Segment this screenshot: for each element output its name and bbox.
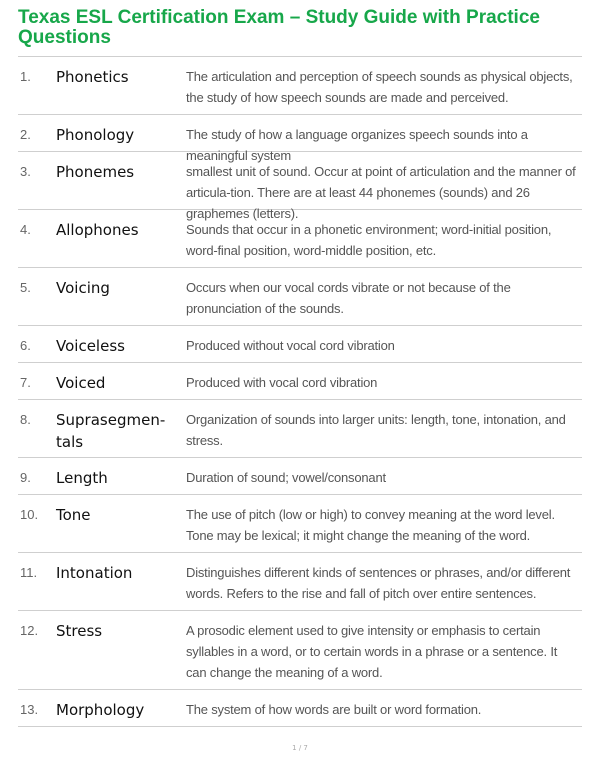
item-term: Tone (56, 506, 91, 524)
list-item (18, 458, 582, 495)
list-item (18, 268, 582, 326)
list-item (18, 611, 582, 690)
term-list (18, 56, 582, 727)
list-item (18, 363, 582, 400)
item-term: Allophones (56, 221, 139, 239)
item-definition: Distinguishes different kinds of sentences or phrases, and/or different words. Refers to the rise and fall of pitch over entire sentences. (186, 565, 571, 601)
item-term: Voicing (56, 279, 110, 297)
item-definition: Duration of sound; vowel/consonant (186, 470, 386, 485)
item-definition: The articulation and perception of speech sounds as physical objects, the study of how speech sounds are made and perceived. (186, 69, 573, 105)
list-item (18, 495, 582, 553)
item-number: 4. (20, 222, 31, 237)
item-definition: Occurs when our vocal cords vibrate or not because of the pronunciation of the sounds. (186, 280, 511, 316)
item-term: Voiceless (56, 337, 125, 355)
item-number: 9. (20, 470, 31, 485)
item-number: 2. (20, 127, 31, 142)
item-number: 12. (20, 623, 39, 638)
item-number: 1. (20, 69, 31, 84)
item-term: Phonemes (56, 163, 135, 181)
item-term: Morphology (56, 701, 145, 719)
item-number: 7. (20, 375, 31, 390)
list-item (18, 57, 582, 115)
item-number: 10. (20, 507, 39, 522)
item-term: Voiced (56, 374, 106, 392)
item-term: Intonation (56, 564, 133, 582)
item-definition: The system of how words are built or word formation. (186, 702, 482, 717)
item-definition: Produced without vocal cord vibration (186, 338, 395, 353)
item-definition: The study of how a language organizes speech sounds into a meaningful system (186, 127, 528, 163)
item-definition: smallest unit of sound. Occur at point of articulation and the manner of articula-tion. There are at least 44 phonemes (sounds) and 26 graphemes (letters). (186, 164, 576, 221)
item-term: Suprasegmen-tals (56, 411, 166, 451)
list-item (18, 553, 582, 611)
list-item (18, 152, 582, 221)
item-term: Phonetics (56, 68, 129, 86)
list-item (18, 400, 582, 458)
page-title: Texas ESL Certification Exam – Study Guide with Practice Questions (18, 7, 540, 48)
item-number: 6. (20, 338, 31, 353)
item-term: Stress (56, 622, 103, 640)
item-number: 3. (20, 164, 31, 179)
page-number: 1 / 7 (292, 744, 308, 752)
item-number: 5. (20, 280, 31, 295)
item-number: 8. (20, 412, 31, 427)
item-term: Length (56, 469, 108, 487)
item-definition: Organization of sounds into larger units: length, tone, intonation, and stress. (186, 412, 566, 448)
list-item (18, 690, 582, 727)
item-number: 11. (20, 565, 38, 580)
item-term: Phonology (56, 126, 135, 144)
list-item (18, 115, 582, 163)
item-definition: The use of pitch (low or high) to convey meaning at the word level. Tone may be lexical; it might change the meaning of the word. (186, 507, 555, 543)
item-number: 13. (20, 702, 39, 717)
item-definition: A prosodic element used to give intensity or emphasis to certain syllables in a word, or to certain words in a phrase or a sentence. It can change the meaning of a word. (186, 623, 558, 680)
item-definition: Sounds that occur in a phonetic environment; word-initial position, word-final position, word-middle position, etc. (186, 222, 552, 258)
list-item (18, 326, 582, 363)
item-definition: Produced with vocal cord vibration (186, 375, 378, 390)
list-item (18, 210, 582, 268)
